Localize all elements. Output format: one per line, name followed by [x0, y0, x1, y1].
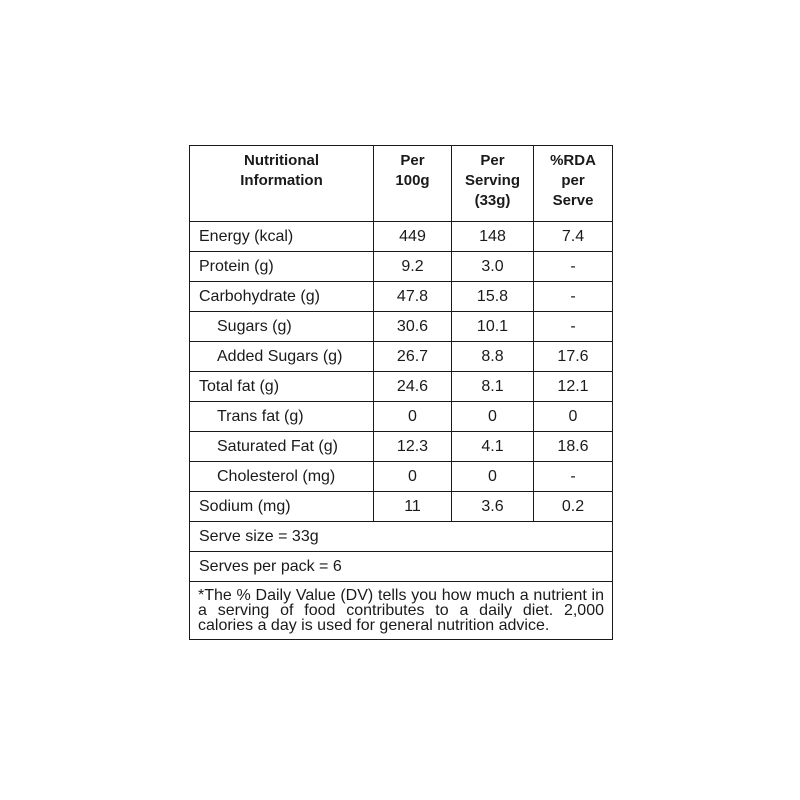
- value-per-100g: 9.2: [374, 252, 452, 282]
- value-per-serving: 0: [452, 462, 534, 492]
- value-per-serving: 3.6: [452, 492, 534, 522]
- value-per-100g: 26.7: [374, 342, 452, 372]
- table-row: [190, 342, 613, 372]
- serves-per-pack-row: [190, 552, 613, 582]
- nutrition-table: [189, 145, 613, 640]
- table-row: [190, 312, 613, 342]
- value-per-100g: 449: [374, 222, 452, 252]
- value-rda: 18.6: [534, 432, 613, 462]
- nutrient-name: Trans fat (g): [190, 402, 374, 432]
- table-row: [190, 432, 613, 462]
- value-per-serving: 8.8: [452, 342, 534, 372]
- header-text: %RDA: [550, 152, 596, 169]
- value-rda: 0: [534, 402, 613, 432]
- nutrition-facts-table: [189, 145, 612, 640]
- value-rda: -: [534, 312, 613, 342]
- table-row: [190, 222, 613, 252]
- value-per-100g: 47.8: [374, 282, 452, 312]
- header-text: Per: [400, 152, 425, 169]
- nutrient-name: Added Sugars (g): [190, 342, 374, 372]
- nutrient-name: Total fat (g): [190, 372, 374, 402]
- header-per-100g: [374, 146, 452, 222]
- value-per-100g: 24.6: [374, 372, 452, 402]
- table-row: [190, 492, 613, 522]
- value-per-100g: 0: [374, 462, 452, 492]
- value-rda: 0.2: [534, 492, 613, 522]
- nutrient-rows: [190, 222, 613, 640]
- value-per-serving: 3.0: [452, 252, 534, 282]
- header-text: Serving: [464, 172, 521, 189]
- header-text: 100g: [395, 172, 430, 189]
- nutrient-name: Sodium (mg): [190, 492, 374, 522]
- header-text: Serve: [552, 192, 594, 209]
- value-per-serving: 4.1: [452, 432, 534, 462]
- header-text: (33g): [474, 192, 511, 209]
- serve-size-row: [190, 522, 613, 552]
- table-row: [190, 252, 613, 282]
- nutrient-name: Protein (g): [190, 252, 374, 282]
- header-per-serving: [452, 146, 534, 222]
- header-text: Per: [480, 152, 505, 169]
- value-rda: 12.1: [534, 372, 613, 402]
- daily-value-footnote: *The % Daily Value (DV) tells you how much a nutrient in a serving of food contributes to a daily diet. 2,000 calories a day is used for general nutrition advice.: [190, 582, 613, 640]
- table-row: [190, 372, 613, 402]
- header-text: per: [561, 172, 585, 189]
- value-per-serving: 10.1: [452, 312, 534, 342]
- value-rda: -: [534, 462, 613, 492]
- value-per-serving: 148: [452, 222, 534, 252]
- nutrient-name: Cholesterol (mg): [190, 462, 374, 492]
- header-nutritional-information: [190, 146, 374, 222]
- nutrient-name: Saturated Fat (g): [190, 432, 374, 462]
- serves-per-pack: Serves per pack = 6: [190, 552, 613, 582]
- footnote-row: [190, 582, 613, 640]
- nutrient-name: Energy (kcal): [190, 222, 374, 252]
- header-text: Information: [240, 172, 323, 189]
- value-rda: -: [534, 282, 613, 312]
- value-rda: -: [534, 252, 613, 282]
- header-rda-per-serve: [534, 146, 613, 222]
- value-per-100g: 0: [374, 402, 452, 432]
- table-row: [190, 282, 613, 312]
- value-per-serving: 0: [452, 402, 534, 432]
- table-row: [190, 402, 613, 432]
- table-row: [190, 462, 613, 492]
- value-per-100g: 30.6: [374, 312, 452, 342]
- value-per-serving: 15.8: [452, 282, 534, 312]
- value-rda: 17.6: [534, 342, 613, 372]
- serve-size: Serve size = 33g: [190, 522, 613, 552]
- nutrient-name: Sugars (g): [190, 312, 374, 342]
- value-rda: 7.4: [534, 222, 613, 252]
- value-per-serving: 8.1: [452, 372, 534, 402]
- nutrient-name: Carbohydrate (g): [190, 282, 374, 312]
- value-per-100g: 11: [374, 492, 452, 522]
- header-text: Nutritional: [244, 152, 319, 169]
- value-per-100g: 12.3: [374, 432, 452, 462]
- header-row: [190, 146, 613, 222]
